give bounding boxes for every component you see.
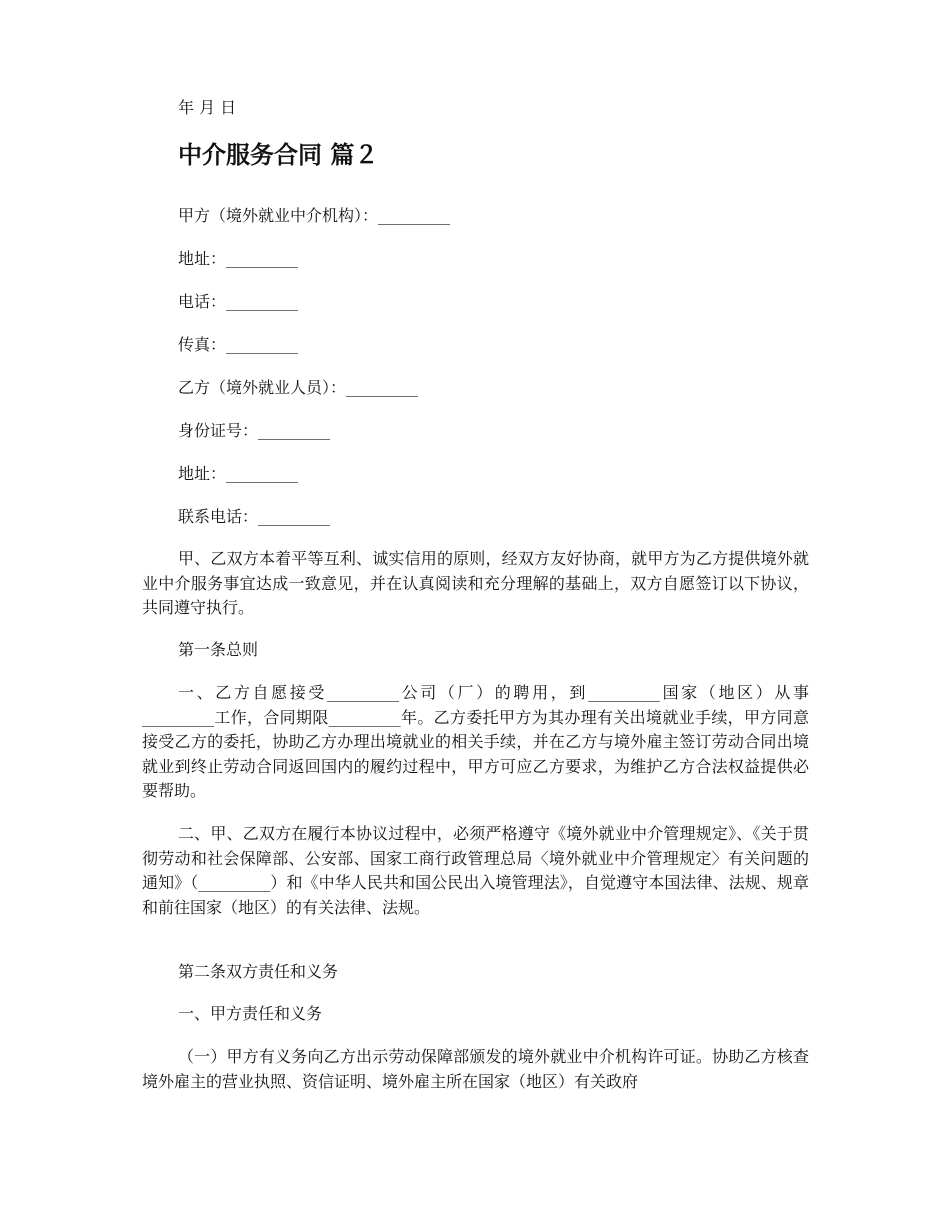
section1-heading: 一、甲方责任和义务 bbox=[178, 1004, 323, 1023]
contact-phone-line: 联系电话：_________ bbox=[178, 507, 331, 526]
address-a-line: 地址：_________ bbox=[178, 249, 299, 268]
article1-heading: 第一条总则 bbox=[178, 640, 259, 659]
document-title: 中介服务合同 篇２ bbox=[178, 141, 379, 169]
party-b-line: 乙方（境外就业人员）：_________ bbox=[178, 378, 419, 397]
article1-paragraph-1: 一、乙方自愿接受_________公司（厂）的聘用，到_________国家（地区）从事_________工作，合同期限_________年。乙方委托甲方为其办理有关出境就业手续，甲方同意接受乙方的委托，协助乙方办理出境就业的相关手续，并在乙方与境外雇主签订劳动合同出境就业到终止劳动合同返回国内的履约过程中，甲方可应乙方要求，为维护乙方合法权益提供必要帮助。 bbox=[142, 683, 809, 800]
intro-paragraph: 甲、乙双方本着平等互利、诚实信用的原则，经双方友好协商，就甲方为乙方提供境外就业中介服务事宜达成一致意见，并在认真阅读和充分理解的基础上，双方自愿签订以下协议，共同遵守执行。 bbox=[142, 549, 809, 617]
article2-heading: 第二条双方责任和义务 bbox=[178, 962, 339, 981]
id-number-line: 身份证号：_________ bbox=[178, 421, 331, 440]
address-b-line: 地址：_________ bbox=[178, 464, 299, 483]
fax-line: 传真：_________ bbox=[178, 335, 299, 354]
article1-paragraph-2: 二、甲、乙双方在履行本协议过程中，必须严格遵守《境外就业中介管理规定》、《关于贯彻劳动和社会保障部、公安部、国家工商行政管理总局〈境外就业中介管理规定〉有关问题的通知》（_________）和《中华人民共和国公民出入境管理法》，自觉遵守本国法律、法规、规章和前往国家（地区）的有关法律、法规。 bbox=[142, 824, 809, 917]
party-a-line: 甲方（境外就业中介机构）：_________ bbox=[178, 206, 451, 225]
date-line: 年 月 日 bbox=[178, 98, 237, 117]
phone-line: 电话：_________ bbox=[178, 292, 299, 311]
section1-paragraph-1: （一）甲方有义务向乙方出示劳动保障部颁发的境外就业中介机构许可证。协助乙方核查境外雇主的营业执照、资信证明、境外雇主所在国家（地区）有关政府 bbox=[142, 1047, 809, 1091]
